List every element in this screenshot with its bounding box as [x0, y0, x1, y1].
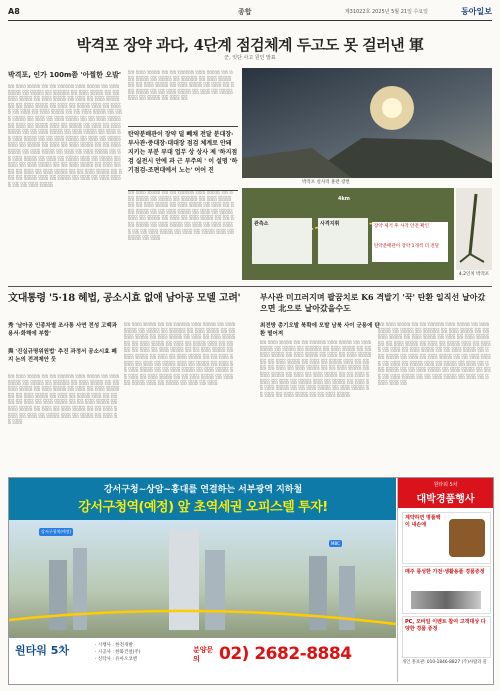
lead-subheading: 박격포, 인가 100m쯤 '아찔한 오발' — [8, 71, 121, 79]
handbag-image — [449, 519, 485, 557]
k6-body-1: ░░ ░░░ ░░░░ ░░ ░░ ░░░░░ ░░░ ░░░░ ░░ ░░░ ░░░░ ░░ ░░░░ ░░ ░░░░░ ░░ ░░░ ░░░░ ░░ ░░ ░░░ ░░░░ ░░ ░░░ ░░░░ ░░ ░░░ ░░ ░░░ ░░░░ ░░ ░░ ░░░ ░░░░ ░░ ░░░ ░░ ░░░░ ░░░ ░░ ░░░░ ░░ ░░░ ░░ ░░░ ░░░░ ░░ ░░ ░░░ ░░░░ ░░ ░░░ ░░░░ ░░ ░░░ ░░ ░░░ ░░░░ ░░ ░░ ░░░ ░░░░ ░░ ░░░ ░░ ░░░░ ░░░ ░░ ░░░░ ░░ ░░░ ░░ ░░░ ░░░░ ░░ ░░ ░░░ ░░░░ ░░ ░░░ ░░░░ ░░ ░░░ ░░ ░░░ ░░░░ ░░ ░░ ░░░ ░░░░ — [260, 340, 372, 398]
page-header — [8, 6, 492, 21]
k6-headline: 부사관 미끄러지며 팔꿈치로 K6 격발기 '꾹' 탄환 일직선 날아갔으면 北으로 날아갔을수도 — [260, 292, 486, 313]
photo-caption-1: 박격포 실사격 훈련 장면 — [302, 180, 350, 185]
photo-caption-2: 4.2인치 박격포 — [458, 272, 490, 277]
k6-subheading: 최전방 총기오발 북확에 모발 남북 사이 군용에 탄환 떨어져 — [260, 323, 380, 337]
ad-banner-text: 강서구청~상암~홍대를 연결하는 서부광역 지하철 — [103, 485, 303, 495]
event-contact[interactable]: 개인 홍보관: 010-1846-8827 (주)사람과 물 — [402, 660, 487, 665]
event-title: 원타워 5차 — [433, 482, 458, 488]
ad-headline: 강서구청역(예정) 앞 초역세권 오피스텔 투자! — [78, 500, 328, 515]
diagram-label-command: 사격지휘 — [320, 221, 340, 227]
event-item-3 — [402, 616, 491, 658]
event-item-2 — [402, 566, 491, 614]
section-divider — [8, 286, 492, 287]
newspaper-logo: 동아일보 — [461, 7, 492, 16]
mortar-photo — [456, 188, 492, 270]
diagram-note-1: 장약 제거 후 사격 안전 확인 — [374, 224, 429, 229]
pull-quote: 탄약분배관이 장약 덜 빼채 전달 분대장·부사관·중대장·대대장 점검 체계로 안돼 지키는 부분 부대 업무 상 상사 제 '하지점검 실전시 안에 과 근 부주의 ' 이 설명 '하기점검-조편대에서 노는' 어어 진 — [128, 126, 238, 191]
lead-body-column-1: ░░ ░░░ ░░░░ ░░ ░░ ░░░░░ ░░░ ░░░░ ░░ ░░░ ░░░░ ░░ ░░░░ ░░ ░░░░░ ░░ ░░░ ░░░░ ░░ ░░ ░░░ ░░░░ ░░ ░░░ ░░░░ ░░ ░░░ ░░ ░░░ ░░░░ ░░ ░░ ░░░ ░░░░ ░░ ░░░ ░░ ░░░░ ░░░ ░░ ░░░░ ░░ ░░░ ░░ ░░░ ░░░░ ░░ ░░ ░░░ ░░░░ ░░ ░░░ ░░░░ ░░ ░░░ ░░ ░░░ ░░░░ ░░ ░░ ░░░ ░░░░ ░░ ░░░ ░░ ░░░░ ░░░ ░░ ░░░░ ░░ ░░░ ░░ ░░░ ░░░░ ░░ ░░ ░░░ ░░░░ ░░ ░░░ ░░░░ ░░ ░░░ ░░ ░░░ ░░░░ ░░ ░░ ░░░ ░░░░ ░░ ░░░ ░░ ░░░░ ░░░ ░░ ░░░░ ░░ ░░░ ░░ ░░░ ░░░░ ░░ ░░ ░░░ ░░░░ ░░ ░░░ ░░░░ ░░ ░░░ ░░ ░░░ ░░░░ ░░ ░░ ░░░ ░░░░ ░░ ░░░ ░░ ░░░░ ░░░ ░░ ░░░░ ░░ ░░░ ░░ ░░░ ░░░░ ░░ ░░ ░░░ ░░░░ ░░ ░░░ ░░░░ ░░ ░░░ ░░ ░░░ ░░░░ ░░ ░░ ░░░ ░░░░ ░░ ░░░ ░░ ░░░░ ░░░ ░░ ░░░░ ░░ ░░░ ░░ ░░░ ░░░░ ░░ ░░ ░░░ ░░░░ — [8, 84, 123, 188]
event-subtitle: 대박경품행사 — [416, 494, 475, 505]
ad-event-panel — [397, 478, 493, 682]
ad-banner-bg — [9, 478, 396, 520]
ad-city-rendering — [9, 520, 396, 638]
lead-headline: 박격포 장약 과다, 4단계 점검체계 두고도 못 걸러낸 軍 — [76, 36, 424, 54]
lead-body-column-2: ░░ ░░░ ░░░░ ░░ ░░ ░░░░░ ░░░ ░░░░ ░░ ░░░ ░░░░ ░░ ░░░░ ░░ ░░░░░ ░░ ░░░ ░░░░ ░░ ░░ ░░░ ░░░░ ░░ ░░░ ░░░░ ░░ ░░░ ░░ ░░░ ░░░░ ░░ ░░ ░░░ ░░░░ ░░ ░░░ ░░ ░░░░ ░░░ ░░ ░░░░ ░░ ░░░ ░░ — [128, 70, 235, 102]
appliance-image — [411, 591, 481, 609]
page-number: A8 — [8, 7, 20, 16]
ad-phone-number[interactable]: 02) 2682-8884 — [219, 644, 352, 664]
event-item-1 — [402, 512, 491, 564]
memorial-sub-2: 與 '진실규명위원법' 추진 과정서 공소시효 폐지 논의 전격제안 듯 — [8, 349, 117, 363]
lead-body-column-2b: ░░ ░░░ ░░░░ ░░ ░░ ░░░░░ ░░░ ░░░░ ░░ ░░░ ░░░░ ░░ ░░░░ ░░ ░░░░░ ░░ ░░░ ░░░░ ░░ ░░ ░░░ ░░░░ ░░ ░░░ ░░░░ ░░ ░░░ ░░ ░░░ ░░░░ ░░ ░░ ░░░ ░░░░ ░░ ░░░ ░░ ░░░░ ░░░ ░░ ░░░░ ░░ ░░░ ░░ ░░░ ░░░░ ░░ ░░ ░░░ ░░░░ ░░ ░░░ ░░░░ ░░ ░░░ ░░ ░░░ ░░░░ ░░ ░░ ░░░ ░░░░ ░░ ░░░ ░░ ░░░░ ░░░ ░░ ░░░░ ░░ ░░░ — [128, 190, 235, 242]
firing-diagram — [242, 188, 454, 280]
diagram-distance: 4km — [338, 196, 351, 202]
memorial-headline: 文대통령 '5·18 헤법, 공소시효 없애 남아공 모델 고려' — [8, 293, 241, 304]
ad-brand: 원타워 5차 — [15, 644, 69, 657]
event-item-3-text: PC, 모바일 이벤트 참여 고객대상 다양한 경품 증정 — [405, 619, 486, 632]
ad-info-developer: · 시행사 : 한전개발 — [95, 643, 133, 648]
section-label: 종합 — [238, 8, 252, 16]
real-estate-ad[interactable] — [8, 477, 494, 685]
ad-info-builder: · 시공사 : 한화건설(주) — [95, 650, 141, 655]
memorial-sub-1: 秀 '남아공 인종차별 조사통 사연 전성 고백과 용서·화해에 부합' — [8, 323, 117, 337]
diagram-label-observation: 관측소 — [254, 221, 269, 227]
event-header — [398, 478, 493, 508]
ad-tag-station: 강서구청역(예정) — [41, 529, 72, 534]
ad-info-trust: · 신탁사 : 유아오코엔 — [95, 657, 138, 662]
ad-tag-mbc: MBC — [331, 541, 340, 546]
memorial-body-2: ░░ ░░░ ░░░░ ░░ ░░ ░░░░░ ░░░ ░░░░ ░░ ░░░ ░░░░ ░░ ░░░░ ░░ ░░░░░ ░░ ░░░ ░░░░ ░░ ░░ ░░░ ░░░░ ░░ ░░░ ░░░░ ░░ ░░░ ░░ ░░░ ░░░░ ░░ ░░ ░░░ ░░░░ ░░ ░░░ ░░ ░░░░ ░░░ ░░ ░░░░ ░░ ░░░ ░░ ░░░ ░░░░ ░░ ░░ ░░░ ░░░░ ░░ ░░░ ░░░░ ░░ ░░░ ░░ ░░░ ░░░░ ░░ ░░ ░░░ ░░░░ ░░ ░░░ ░░ ░░░░ ░░░ ░░ ░░░░ ░░ ░░░ ░░ ░░░ ░░░░ ░░ ░░ ░░░ ░░░░ ░░ ░░░ ░░░░ ░░ ░░░ ░░ ░░░ ░░░░ ░░ ░░ ░░░ ░░░░ ░░ ░░░ ░░ ░░░░ ░░░ ░░ ░░░░ ░░ ░░░ ░░ ░░░ — [124, 322, 236, 387]
ad-info — [95, 642, 185, 663]
ad-contact-label: 분양문의 — [193, 646, 214, 663]
memorial-body-1: ░░ ░░░ ░░░░ ░░ ░░ ░░░░░ ░░░ ░░░░ ░░ ░░░ ░░░░ ░░ ░░░░ ░░ ░░░░░ ░░ ░░░ ░░░░ ░░ ░░ ░░░ ░░░░ ░░ ░░░ ░░░░ ░░ ░░░ ░░ ░░░ ░░░░ ░░ ░░ ░░░ ░░░░ ░░ ░░░ ░░ ░░░░ ░░░ ░░ ░░░░ ░░ ░░░ ░░ ░░░ ░░░░ ░░ ░░ ░░░ ░░░░ ░░ ░░░ ░░░░ ░░ ░░░ ░░ ░░░ ░░░░ ░░ ░░ ░░░ ░░░░ ░░ ░░░ ░░ ░░░░ ░░░ ░░ ░░░░ ░░ ░░░ ░░ ░░░ — [8, 374, 120, 426]
mortar-firing-photo — [242, 68, 492, 178]
k6-body-2: ░░ ░░░ ░░░░ ░░ ░░ ░░░░░ ░░░ ░░░░ ░░ ░░░ ░░░░ ░░ ░░░░ ░░ ░░░░░ ░░ ░░░ ░░░░ ░░ ░░ ░░░ ░░░░ ░░ ░░░ ░░░░ ░░ ░░░ ░░ ░░░ ░░░░ ░░ ░░ ░░░ ░░░░ ░░ ░░░ ░░ ░░░░ ░░░ ░░ ░░░░ ░░ ░░░ ░░ ░░░ ░░░░ ░░ ░░ ░░░ ░░░░ ░░ ░░░ ░░░░ ░░ ░░░ ░░ ░░░ ░░░░ ░░ ░░ ░░░ ░░░░ ░░ ░░░ ░░ ░░░░ ░░░ ░░ ░░░░ ░░ ░░░ ░░ ░░░ ░░░░ ░░ ░░ ░░░ ░░░░ ░░ ░░░ ░░░░ ░░ ░░░ ░░ ░░░ ░░░░ ░░ ░░ ░░░ ░░░░ ░░ ░░░ ░░ ░░░░ ░░░ ░░ — [378, 322, 491, 387]
diagram-note-2: 탄약분배관이 장약 1개씩 더 전달 — [374, 244, 440, 249]
event-item-2-text: 매주 풍성한 가전·생활용품 경품증정 — [405, 569, 485, 575]
issue-date: 제31022호 2025년 5월 21일 수요일 — [344, 9, 428, 15]
event-item-1-text: 계약하면 명품백이 내손에 — [405, 515, 441, 528]
lead-byline: 군, 잇단 사고 원인 발표 — [224, 55, 276, 61]
